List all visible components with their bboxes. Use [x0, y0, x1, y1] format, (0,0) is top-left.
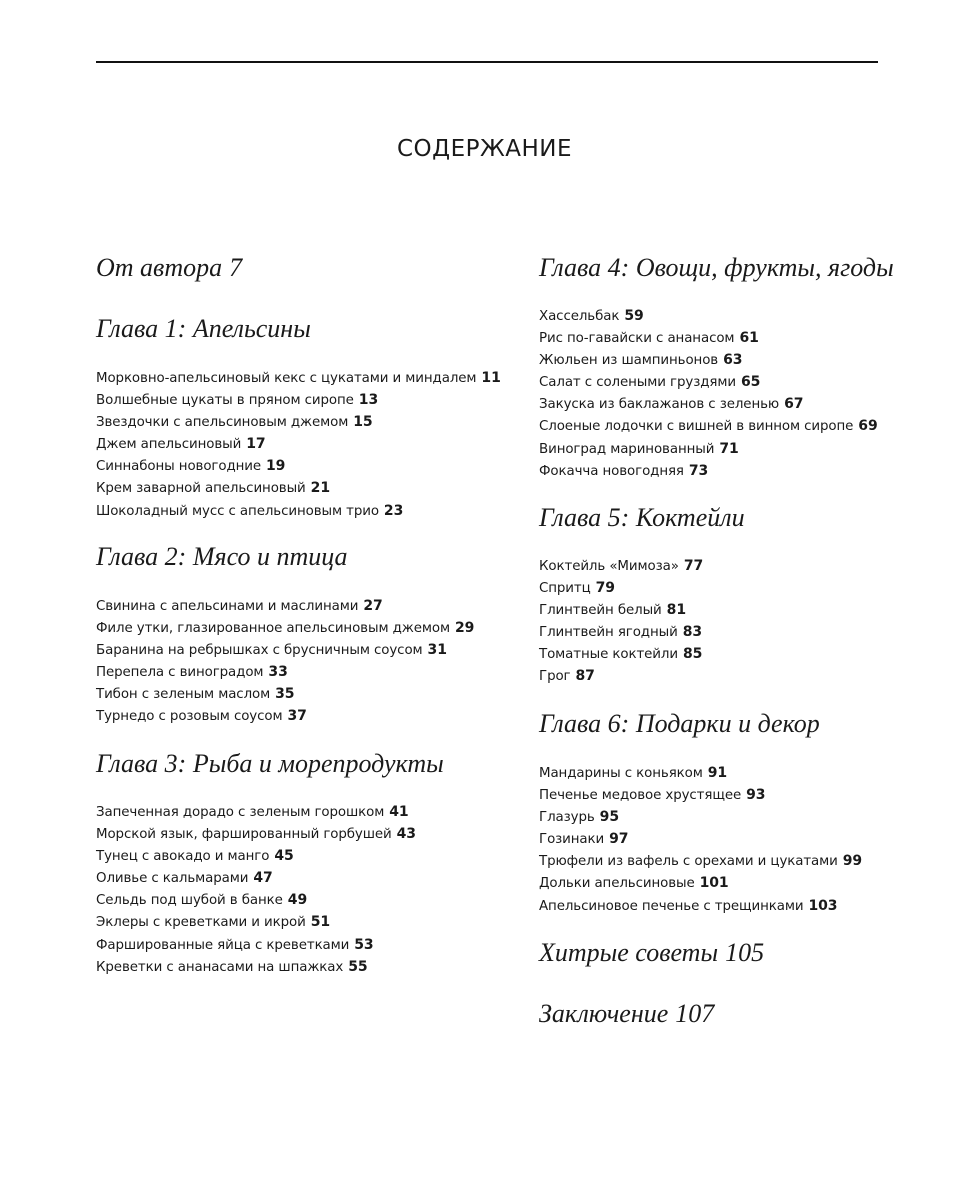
item-label: Салат с солеными груздями — [539, 375, 736, 391]
item-label: Закуска из баклажанов с зеленью — [539, 397, 780, 413]
toc-item[interactable] — [96, 639, 474, 661]
toc-item[interactable] — [96, 389, 501, 411]
item-page-number: 103 — [808, 897, 838, 914]
item-label: Запеченная дорадо с зеленым горошком — [96, 805, 385, 820]
item-label: Креветки с ананасами на шпажках — [96, 959, 344, 975]
chapter-heading[interactable]: Глава 1: Апельсины — [96, 314, 311, 343]
item-page-number: 93 — [746, 787, 766, 804]
toc-item[interactable] — [539, 327, 878, 349]
item-label: Печенье медовое хрустящее — [539, 788, 742, 804]
chapter-heading[interactable]: Глава 3: Рыба и морепродукты — [96, 749, 444, 778]
toc-item[interactable] — [96, 705, 474, 727]
item-page-number: 13 — [358, 392, 379, 409]
item-label: Виноград маринованный — [539, 441, 715, 457]
item-label: Слоеные лодочки с вишней в винном сиропе — [539, 419, 854, 435]
toc-item[interactable] — [539, 599, 703, 621]
item-label: Глинтвейн белый — [539, 603, 662, 619]
item-label: Шоколадный мусс с апельсиновым трио — [96, 503, 379, 519]
item-label: Баранина на ребрышках с брусничным соусом — [96, 643, 423, 659]
toc-item[interactable] — [539, 305, 878, 327]
item-label: Томатные коктейли — [539, 647, 678, 663]
chapter-1-items — [96, 367, 501, 522]
toc-item[interactable] — [539, 762, 862, 784]
item-page-number: 77 — [683, 558, 704, 574]
toc-item[interactable] — [96, 617, 474, 639]
chapter-2-items — [96, 595, 474, 728]
item-page-number: 31 — [427, 642, 447, 659]
toc-item[interactable] — [539, 555, 703, 577]
item-page-number: 69 — [858, 418, 878, 435]
item-page-number: 59 — [624, 308, 644, 324]
item-page-number: 61 — [739, 330, 759, 347]
toc-item[interactable] — [96, 477, 501, 499]
toc-item[interactable] — [96, 411, 501, 433]
toc-item[interactable] — [539, 415, 878, 437]
item-label: Филе утки, глазированное апельсиновым джемом — [96, 621, 450, 637]
toc-item[interactable] — [96, 455, 501, 477]
item-label: Фаршированные яйца с креветками — [96, 937, 350, 953]
item-page-number: 27 — [363, 598, 383, 614]
toc-item[interactable] — [96, 845, 416, 867]
item-page-number: 85 — [682, 646, 703, 663]
item-label: Дольки апельсиновые — [539, 876, 695, 892]
toc-item[interactable] — [96, 595, 474, 617]
item-label: Хассельбак — [539, 309, 620, 324]
top-rule — [96, 61, 878, 63]
item-page-number: 79 — [595, 580, 615, 597]
item-page-number: 91 — [707, 765, 728, 781]
item-page-number: 29 — [454, 620, 475, 637]
item-page-number: 23 — [383, 502, 404, 519]
entry-label: От автора — [96, 253, 223, 282]
toc-item[interactable] — [539, 665, 703, 687]
chapter-heading[interactable]: Глава 6: Подарки и декор — [539, 709, 820, 738]
toc-item[interactable] — [539, 460, 878, 482]
toc-item[interactable] — [96, 934, 416, 956]
toc-item[interactable] — [539, 872, 862, 894]
item-label: Синнабоны новогодние — [96, 459, 262, 475]
item-page-number: 11 — [481, 370, 501, 386]
toc-item[interactable] — [96, 889, 416, 911]
item-page-number: 95 — [599, 809, 619, 826]
item-label: Крем заварной апельсиновый — [96, 481, 306, 497]
toc-item[interactable] — [539, 806, 862, 828]
item-page-number: 63 — [723, 352, 743, 369]
item-label: Мандарины с коньяком — [539, 766, 703, 781]
item-label: Трюфели из вафель с орехами и цукатами — [539, 854, 838, 870]
item-page-number: 73 — [688, 462, 709, 479]
chapter-3-items — [96, 801, 416, 978]
toc-item[interactable] — [539, 850, 862, 872]
toc-item[interactable] — [96, 911, 416, 933]
item-page-number: 45 — [274, 848, 294, 865]
toc-entry-tips[interactable] — [539, 938, 764, 968]
item-label: Глазурь — [539, 810, 595, 826]
item-page-number: 53 — [354, 936, 374, 953]
item-label: Жюльен из шампиньонов — [539, 353, 719, 369]
toc-item[interactable] — [539, 828, 862, 850]
toc-item[interactable] — [96, 367, 501, 389]
entry-label: Заключение — [539, 999, 669, 1028]
chapter-heading[interactable]: Глава 5: Коктейли — [539, 503, 745, 532]
chapter-5-items — [539, 555, 703, 688]
toc-item[interactable] — [96, 956, 416, 978]
toc-item[interactable] — [96, 801, 416, 823]
item-label: Свинина с апельсинами и маслинами — [96, 599, 359, 614]
item-label: Глинтвейн ягодный — [539, 625, 678, 641]
chapter-4-items — [539, 305, 878, 482]
item-label: Оливье с кальмарами — [96, 871, 249, 887]
item-label: Морковно-апельсиновый кекс с цукатами и миндалем — [96, 371, 477, 386]
toc-item[interactable] — [96, 823, 416, 845]
item-label: Гозинаки — [539, 832, 605, 848]
item-label: Морской язык, фаршированный горбушей — [96, 827, 392, 843]
entry-label: Хитрые советы — [539, 938, 719, 967]
toc-item[interactable] — [539, 895, 862, 917]
item-page-number: 41 — [389, 804, 409, 820]
item-page-number: 17 — [246, 436, 266, 453]
toc-item[interactable] — [96, 433, 501, 455]
item-page-number: 87 — [575, 668, 595, 685]
item-label: Спритц — [539, 581, 591, 597]
chapter-heading[interactable]: Глава 2: Мясо и птица — [96, 542, 348, 571]
item-page-number: 15 — [353, 414, 373, 431]
item-label: Сельдь под шубой в банке — [96, 893, 283, 909]
toc-item[interactable] — [96, 683, 474, 705]
item-page-number: 83 — [682, 624, 702, 641]
item-label: Апельсиновое печенье с трещинками — [539, 898, 804, 914]
item-label: Турнедо с розовым соусом — [96, 709, 283, 725]
item-page-number: 81 — [666, 602, 686, 619]
entry-page: 105 — [725, 938, 765, 967]
chapter-6-items — [539, 762, 862, 917]
toc-item[interactable] — [539, 393, 878, 415]
item-page-number: 65 — [740, 374, 761, 391]
item-page-number: 37 — [287, 708, 307, 725]
item-page-number: 47 — [253, 870, 273, 887]
item-label: Грог — [539, 669, 571, 685]
item-page-number: 35 — [275, 686, 295, 703]
entry-page: 107 — [675, 999, 715, 1028]
entry-page: 7 — [229, 253, 243, 282]
item-label: Перепела с виноградом — [96, 665, 264, 681]
toc-item[interactable] — [539, 643, 703, 665]
item-label: Рис по-гавайски с ананасом — [539, 331, 735, 347]
toc-item[interactable] — [96, 661, 474, 683]
toc-item[interactable] — [539, 438, 878, 460]
toc-item[interactable] — [539, 371, 878, 393]
item-label: Эклеры с креветками и икрой — [96, 915, 306, 931]
item-label: Тибон с зеленым маслом — [96, 687, 271, 703]
item-page-number: 97 — [609, 831, 629, 848]
item-page-number: 101 — [699, 875, 729, 892]
item-label: Фокачча новогодняя — [539, 463, 684, 479]
item-page-number: 71 — [719, 440, 739, 457]
item-page-number: 19 — [266, 458, 286, 475]
item-page-number: 67 — [784, 396, 804, 413]
item-label: Волшебные цукаты в пряном сиропе — [96, 393, 354, 409]
toc-item[interactable] — [539, 349, 878, 371]
toc-entry-intro[interactable] — [96, 253, 242, 283]
page-title: СОДЕРЖАНИЕ — [396, 136, 573, 163]
toc-item[interactable] — [539, 621, 703, 643]
item-page-number: 49 — [287, 892, 308, 909]
item-label: Коктейль «Мимоза» — [539, 559, 679, 574]
item-page-number: 51 — [310, 914, 331, 931]
item-page-number: 43 — [396, 826, 416, 843]
item-label: Тунец с авокадо и манго — [96, 849, 270, 865]
item-page-number: 21 — [310, 480, 330, 497]
item-page-number: 33 — [268, 664, 288, 681]
chapter-heading[interactable]: Глава 4: Овощи, фрукты, ягоды — [539, 253, 894, 282]
toc-item[interactable] — [539, 577, 703, 599]
toc-item[interactable] — [539, 784, 862, 806]
item-page-number: 99 — [842, 853, 863, 870]
toc-entry-conclusion[interactable] — [539, 999, 714, 1029]
item-label: Джем апельсиновый — [96, 437, 242, 453]
toc-item[interactable] — [96, 867, 416, 889]
item-label: Звездочки с апельсиновым джемом — [96, 415, 349, 431]
toc-item[interactable] — [96, 500, 501, 522]
item-page-number: 55 — [348, 958, 368, 975]
